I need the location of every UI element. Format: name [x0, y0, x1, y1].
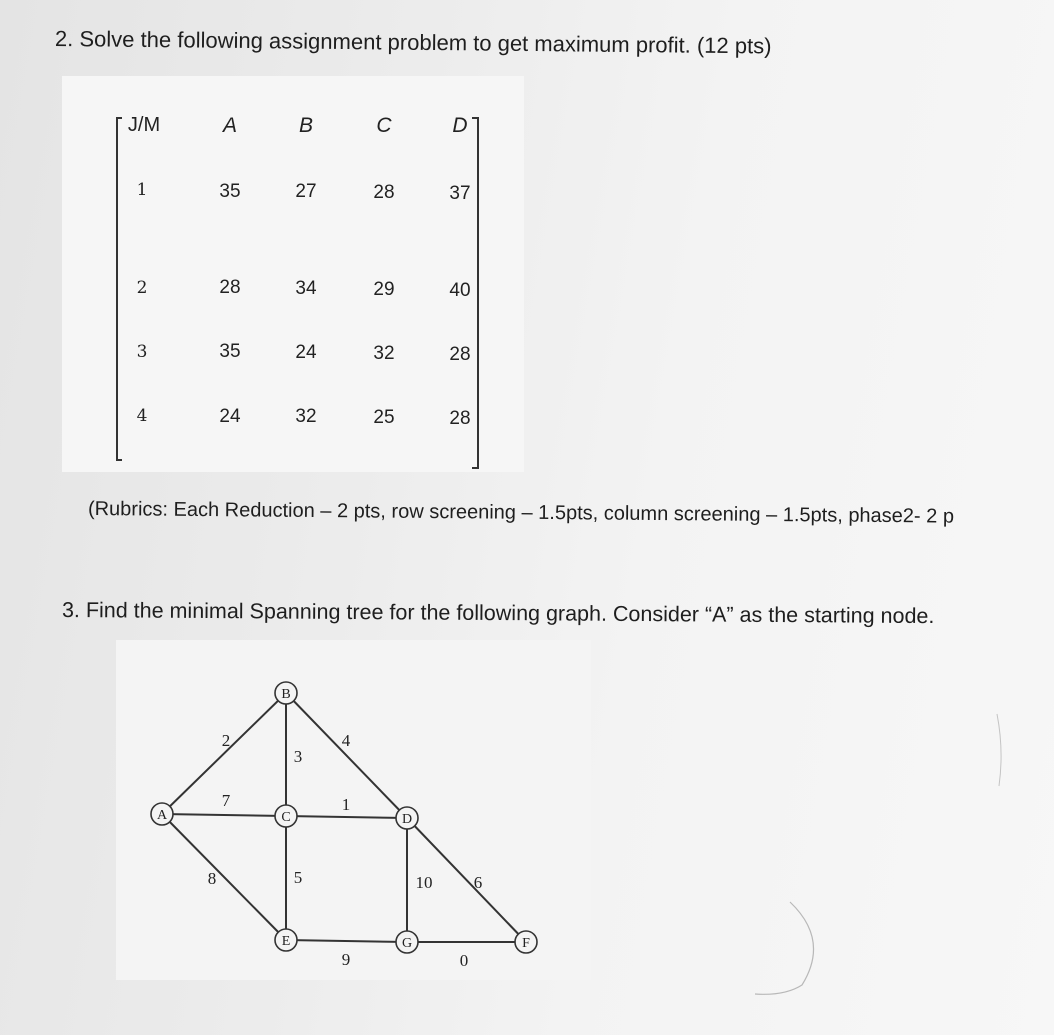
node-label-g: G [401, 936, 413, 951]
edge-weight-a-e: 8 [207, 869, 217, 888]
pencil-stroke [997, 714, 1001, 786]
matrix-cell: 24 [219, 406, 241, 427]
matrix-cell: 29 [373, 279, 395, 300]
node-label-f: F [522, 936, 530, 951]
matrix-cell: 24 [295, 342, 317, 363]
matrix-cell: 28 [219, 277, 241, 298]
node-label-d: D [401, 812, 413, 827]
matrix-cell: 25 [373, 407, 395, 428]
column-header-d: D [452, 114, 468, 137]
node-label-a: A [156, 808, 168, 823]
matrix-cell: 35 [219, 181, 241, 202]
matrix-cell: 35 [219, 341, 241, 362]
matrix-corner-label: J/M [127, 114, 161, 136]
node-label-b: B [281, 687, 291, 702]
edge-weight-c-d: 1 [341, 795, 351, 814]
column-header-c: C [376, 114, 392, 137]
edge-weight-b-c: 3 [293, 747, 303, 766]
edge-weight-c-e: 5 [293, 868, 303, 887]
matrix-cell: 28 [449, 344, 471, 365]
column-header-b: B [298, 114, 313, 137]
matrix-cell: 37 [449, 183, 471, 204]
matrix-cell: 34 [295, 278, 317, 299]
edge-weight-d-f: 6 [473, 873, 483, 892]
matrix-cell: 32 [295, 406, 317, 427]
matrix-cell: 28 [373, 182, 395, 203]
column-header-a: A [222, 114, 237, 137]
question-2-text: 2. Solve the following assignment problem to get maximum profit. (12 pts) [54, 26, 772, 59]
edge-weight-b-d: 4 [341, 731, 351, 750]
pencil-stroke [755, 902, 814, 994]
edge-weight-g-f: 0 [459, 951, 469, 970]
edge-weight-a-c: 7 [221, 791, 231, 810]
edge-weight-a-b: 2 [221, 731, 231, 750]
row-label-2: 2 [136, 278, 148, 298]
matrix-cell: 40 [449, 280, 471, 301]
question-3-text: 3. Find the minimal Spanning tree for the following graph. Consider “A” as the starting node. [61, 598, 935, 629]
node-label-e: E [281, 934, 291, 949]
row-label-1: 1 [136, 180, 148, 200]
edge-weight-d-g: 10 [415, 873, 433, 892]
row-label-3: 3 [136, 342, 148, 362]
matrix-cell: 28 [449, 408, 471, 429]
edge-weight-e-g: 9 [341, 950, 351, 969]
node-label-c: C [281, 810, 291, 825]
matrix-cell: 27 [295, 181, 317, 202]
row-label-4: 4 [136, 406, 148, 426]
rubric-text: (Rubrics: Each Reduction – 2 pts, row screening – 1.5pts, column screening – 1.5pts, phase2- 2 p [87, 498, 955, 528]
matrix-cell: 32 [373, 343, 395, 364]
